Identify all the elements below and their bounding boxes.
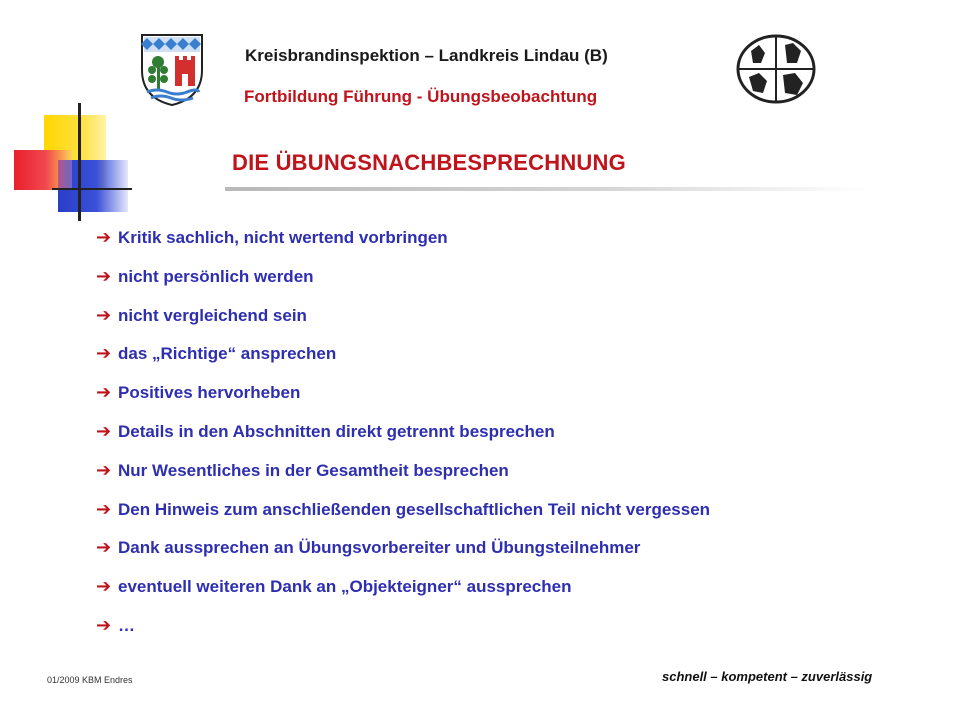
bullet-list <box>96 228 710 655</box>
list-item: ➔ Den Hinweis zum anschließenden gesellschaftlichen Teil nicht vergessen <box>96 498 711 520</box>
list-item: ➔ Positives hervorheben <box>96 382 301 404</box>
title-underline <box>225 187 870 191</box>
list-item: ➔ Nur Wesentliches in der Gesamtheit besprechen <box>96 459 509 481</box>
footer-motto: schnell – kompetent – zuverlässig <box>662 669 873 684</box>
arrow-right-icon: ➔ <box>96 304 112 326</box>
arrow-right-icon: ➔ <box>96 420 112 442</box>
course-subtitle: Fortbildung Führung - Übungsbeobachtung <box>244 87 598 106</box>
arrow-right-icon: ➔ <box>96 227 112 248</box>
coat-of-arms-icon <box>137 30 207 108</box>
list-item: ➔ Details in den Abschnitten direkt getrennt besprechen <box>96 420 555 442</box>
arrow-right-icon: ➔ <box>96 498 112 520</box>
decor-horizontal-line <box>52 188 132 190</box>
footer-author-date: 01/2009 KBM Endres <box>47 675 133 685</box>
list-item: ➔ eventuell weiteren Dank an „Objekteigner“ aussprechen <box>96 576 572 598</box>
arrow-right-icon: ➔ <box>96 537 112 559</box>
list-item: ➔ Dank aussprechen an Übungsvorbereiter und Übungsteilnehmer <box>96 537 641 559</box>
arrow-right-icon: ➔ <box>96 614 112 636</box>
list-item: ➔ Kritik sachlich, nicht wertend vorbringen <box>96 227 448 248</box>
arrow-right-icon: ➔ <box>96 382 112 404</box>
decor-red-square <box>14 150 72 190</box>
list-item: ➔ nicht persönlich werden <box>96 265 314 287</box>
fire-brigade-emblem-icon <box>735 33 817 105</box>
arrow-right-icon: ➔ <box>96 343 112 365</box>
arrow-right-icon: ➔ <box>96 265 112 287</box>
organization-title: Kreisbrandinspektion – Landkreis Lindau (B) <box>245 46 608 65</box>
arrow-right-icon: ➔ <box>96 576 112 598</box>
list-item: ➔ das „Richtige“ ansprechen <box>96 343 337 365</box>
slide-title: DIE ÜBUNGSNACHBESPRECHNUNG <box>232 150 626 175</box>
list-item: ➔ nicht vergleichend sein <box>96 304 307 326</box>
decor-vertical-line <box>78 103 81 221</box>
list-item: ➔ … <box>96 614 135 636</box>
arrow-right-icon: ➔ <box>96 459 112 481</box>
